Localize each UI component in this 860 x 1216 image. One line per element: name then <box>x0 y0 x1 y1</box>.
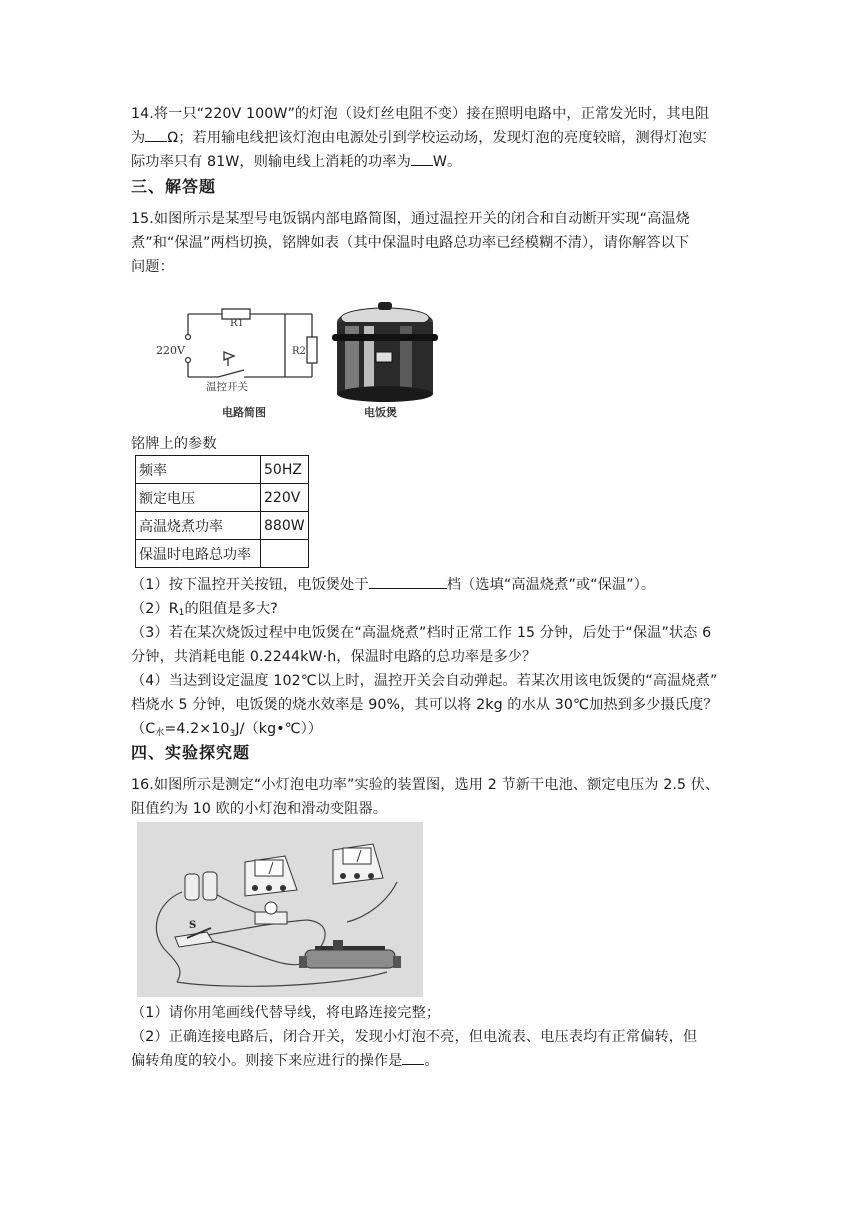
q15-sub-3-line-1: （3）若在某次烧饭过程中电饭煲在“高温烧煮”档时正常工作 15 分钟，后处于“保温”状态 6 <box>131 625 712 641</box>
q16-line-1: 16.如图所示是测定“小灯泡电功率”实验的装置图，选用 2 节新干电池、额定电压为 2.5 伏、 <box>131 777 720 793</box>
q15-text: J/（kg•℃）） <box>235 721 323 737</box>
terminal-icon <box>186 335 191 340</box>
rice-cooker-icon <box>332 302 438 402</box>
switch-label: S <box>189 920 197 931</box>
r1-label: R1 <box>230 318 244 329</box>
voltage-label: 220V <box>156 344 185 357</box>
subscript: 水 <box>155 728 165 738</box>
q15-text: 档（选填“高温烧煮”或“保温”）。 <box>446 577 656 593</box>
table-cell: 880W <box>261 512 309 540</box>
table-row <box>136 540 309 568</box>
q16-line-2: 阻值约为 10 欧的小灯泡和滑动变阻器。 <box>131 801 388 817</box>
q15-text: （1）按下温控开关按钮，电饭煲处于 <box>131 577 369 593</box>
answer-blank[interactable] <box>369 574 447 589</box>
table-cell <box>261 540 309 568</box>
q15-line-1: 15.如图所示是某型号电饭锅内部电路简图，通过温控开关的闭合和自动断开实现“高温烧 <box>131 211 690 227</box>
q15-text: 的阻值是多大? <box>184 601 278 617</box>
q15-sub-4-line-2: 档烧水 5 分钟，电饭煲的烧水效率是 90%，其可以将 2kg 的水从 30℃加热到多少摄氏度？ <box>131 697 718 713</box>
q16-sub-2-line-1: （2）正确连接电路后，闭合开关，发现小灯泡不亮，但电流表、电压表均有正常偏转，但 <box>131 1029 698 1045</box>
table-title: 铭牌上的参数 <box>131 436 217 452</box>
circuit-diagram <box>188 309 317 377</box>
r2-resistor <box>307 337 317 363</box>
spec-table <box>135 455 309 568</box>
section-heading-3: 三、解答题 <box>131 177 217 196</box>
table-cell: 频率 <box>136 456 261 484</box>
q16-sub-1: （1）请你用笔画线代替导线，将电路连接完整； <box>131 1005 441 1021</box>
table-row <box>136 512 309 540</box>
q15-text: =4.2×10 <box>164 721 230 737</box>
q15-text: （2）R <box>131 601 179 617</box>
table-cell: 50HZ <box>261 456 309 484</box>
q14-text: 为 <box>131 130 146 146</box>
cooker-caption: 电饭煲 <box>364 406 397 419</box>
q15-line-3: 问题： <box>131 259 174 275</box>
q14-line-1: 14.将一只“220V 100W”的灯泡（设灯丝电阻不变）接在照明电路中，正常发光时，其电阻 <box>131 106 710 122</box>
q15-sub-1 <box>131 573 731 597</box>
q16-text: 偏转角度的较小。则接下来应进行的操作是 <box>131 1053 403 1069</box>
subscript: 1 <box>178 608 185 618</box>
section-heading-4: 四、实验探究题 <box>131 743 251 762</box>
exponent: 3 <box>229 729 236 739</box>
answer-blank[interactable] <box>402 1050 424 1065</box>
table-cell: 高温烧煮功率 <box>136 512 261 540</box>
q14-text: Ω；若用输电线把该灯泡由电源处引到学校运动场，发现灯泡的亮度较暗，测得灯泡实 <box>167 130 707 146</box>
answer-blank[interactable] <box>411 151 433 166</box>
table-cell: 保温时电路总功率 <box>136 540 261 568</box>
q14-text: 际功率只有 81W，则输电线上消耗的功率为 <box>131 154 411 170</box>
rice-cooker-figure <box>150 292 450 427</box>
q15-sub-4-line-1: （4）当达到设定温度 102℃以上时，温控开关会自动弹起。若某次用该电饭煲的“高温烧煮” <box>131 673 718 689</box>
q15-sub-3-line-2: 分钟，共消耗电能 0.2244kW·h，保温时电路的总功率是多少？ <box>131 649 537 665</box>
q16-text: 。 <box>424 1053 439 1069</box>
circuit-caption: 电路简图 <box>222 406 266 419</box>
experiment-apparatus-figure <box>137 822 423 997</box>
table-cell: 220V <box>261 484 309 512</box>
q14-text: W。 <box>432 154 462 170</box>
terminal-icon <box>186 358 191 363</box>
table-cell: 额定电压 <box>136 484 261 512</box>
switch-label: 温控开关 <box>206 381 248 393</box>
answer-blank[interactable] <box>145 127 167 142</box>
r2-label: R2 <box>292 346 306 357</box>
table-row <box>136 484 309 512</box>
table-row <box>136 456 309 484</box>
q15-text: （C <box>131 721 156 737</box>
q14-line-2 <box>131 126 731 150</box>
q15-line-2: 煮”和“保温”两档切换，铭牌如表（其中保温时电路总功率已经模糊不清），请你解答以下 <box>131 235 690 251</box>
switch-icon <box>218 370 244 377</box>
q14-line-3 <box>131 150 731 174</box>
q16-sub-2-line-2 <box>131 1049 731 1073</box>
